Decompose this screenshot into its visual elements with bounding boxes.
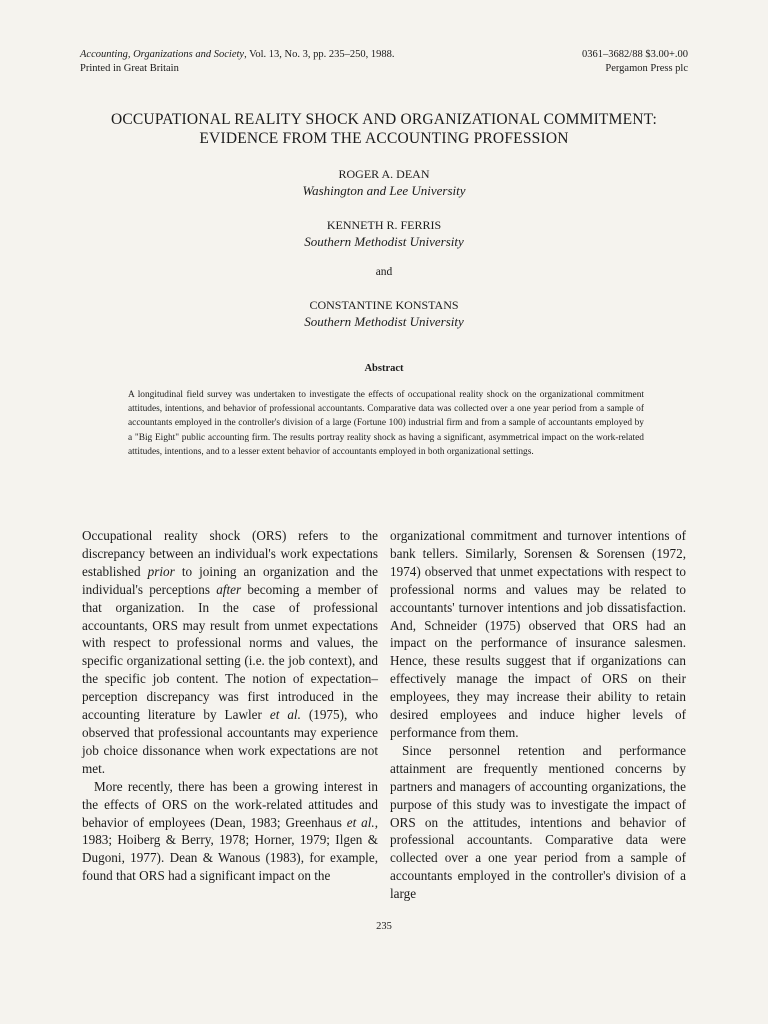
body-paragraph-1: Occupational reality shock (ORS) refers to the discrepancy between an individual's work expectations established prior to joining an organization and the individual's perceptions after becoming a member of that organization. In the case of professional accountants, ORS may result from unmet expectations with respect to professional norms and values, the specific organizational setting (i.e. the job context), and the specific job content. The notion of expectation–perception discrepancy was first introduced in the accounting literature by Lawler et al. (1975), who observed that professional accountants may experience job choice dissonance when work expectations are not met. <box>82 528 378 776</box>
author-affiliation: Southern Methodist University <box>304 314 464 329</box>
author-name: CONSTANTINE KONSTANS <box>309 298 459 312</box>
article-title <box>60 110 708 148</box>
issn-price: 0361–3682/88 $3.00+.00 <box>582 49 688 60</box>
body-paragraph-2: More recently, there has been a growing interest in the effects of ORS on the work-related attitudes and behavior of employees (Dean, 1983; Greenhaus et al., 1983; Hoiberg & Berry, 1978; Horner, 1979; Ilgen & Dugoni, 1977). Dean & Wanous (1983), for example, found that ORS had a significant impact on the <box>82 778 378 884</box>
body-column-right <box>390 527 686 903</box>
journal-name: Accounting, Organizations and Society <box>80 49 245 60</box>
body-paragraph-2-continued: organizational commitment and turnover intentions of bank tellers. Similarly, Sorensen & Sorensen (1972, 1974) observed that unmet expectations with respect to professional norms and values may be related to accountants' turnover intentions and job dissatisfaction. And, Schneider (1975) observed that ORS had an impact on the performance of insurance salesmen. Hence, these results suggest that if organizations can effectively manage the impact of ORS on their employees, they may increase their ability to retain desired employees and induce higher levels of performance from them. <box>390 528 686 740</box>
author-2 <box>0 217 768 250</box>
running-header-left <box>80 48 395 76</box>
author-affiliation: Washington and Lee University <box>302 183 466 198</box>
page-number: 235 <box>376 921 392 932</box>
publisher: Pergamon Press plc <box>605 63 688 74</box>
author-1 <box>0 166 768 199</box>
running-header-right <box>582 48 688 76</box>
author-3 <box>0 297 768 330</box>
body-paragraph-2-rest: , 1983; Hoiberg & Berry, 1978; Horner, 1979; Ilgen & Dugoni, 1977). Dean & Wanous (1983), for example, found that ORS had a significant impact on the <box>82 814 378 884</box>
body-column-left <box>82 527 378 885</box>
title-line-2: EVIDENCE FROM THE ACCOUNTING PROFESSION <box>199 130 569 147</box>
journal-citation: , Vol. 13, No. 3, pp. 235–250, 1988. <box>244 49 395 60</box>
body-paragraph-3: Since personnel retention and performance attainment are frequently mentioned concerns by partners and managers of accounting organizations, the purpose of this study was to investigate the impact of ORS on the attitudes, intentions and behavior of professional accountants. Comparative data were collected over a one year period from a sample of accountants employed in the controller's division of a large <box>390 742 686 902</box>
author-name: ROGER A. DEAN <box>338 167 430 181</box>
and-separator: and <box>375 266 393 278</box>
printed-in: Printed in Great Britain <box>80 63 179 74</box>
abstract-text: A longitudinal field survey was undertaken to investigate the effects of occupational reality shock on the organizational commitment attitudes, intentions, and behavior of professional accountants. Comparative data was collected over a one year period from a sample of accountants employed in the controller's division of a large (Fortune 100) industrial firm and from a sample of accountants employed by a "Big Eight" public accounting firm. The results portray reality shock as having a significant, asymmetrical impact on the work-related attitudes, intentions, and to a lesser extent behavior of accountants employed in both organizational settings. <box>128 390 644 457</box>
author-name: KENNETH R. FERRIS <box>326 218 442 232</box>
author-affiliation: Southern Methodist University <box>304 234 464 249</box>
title-line-1: OCCUPATIONAL REALITY SHOCK AND ORGANIZATIONAL COMMITMENT: <box>110 111 658 128</box>
abstract-heading: Abstract <box>364 363 404 374</box>
